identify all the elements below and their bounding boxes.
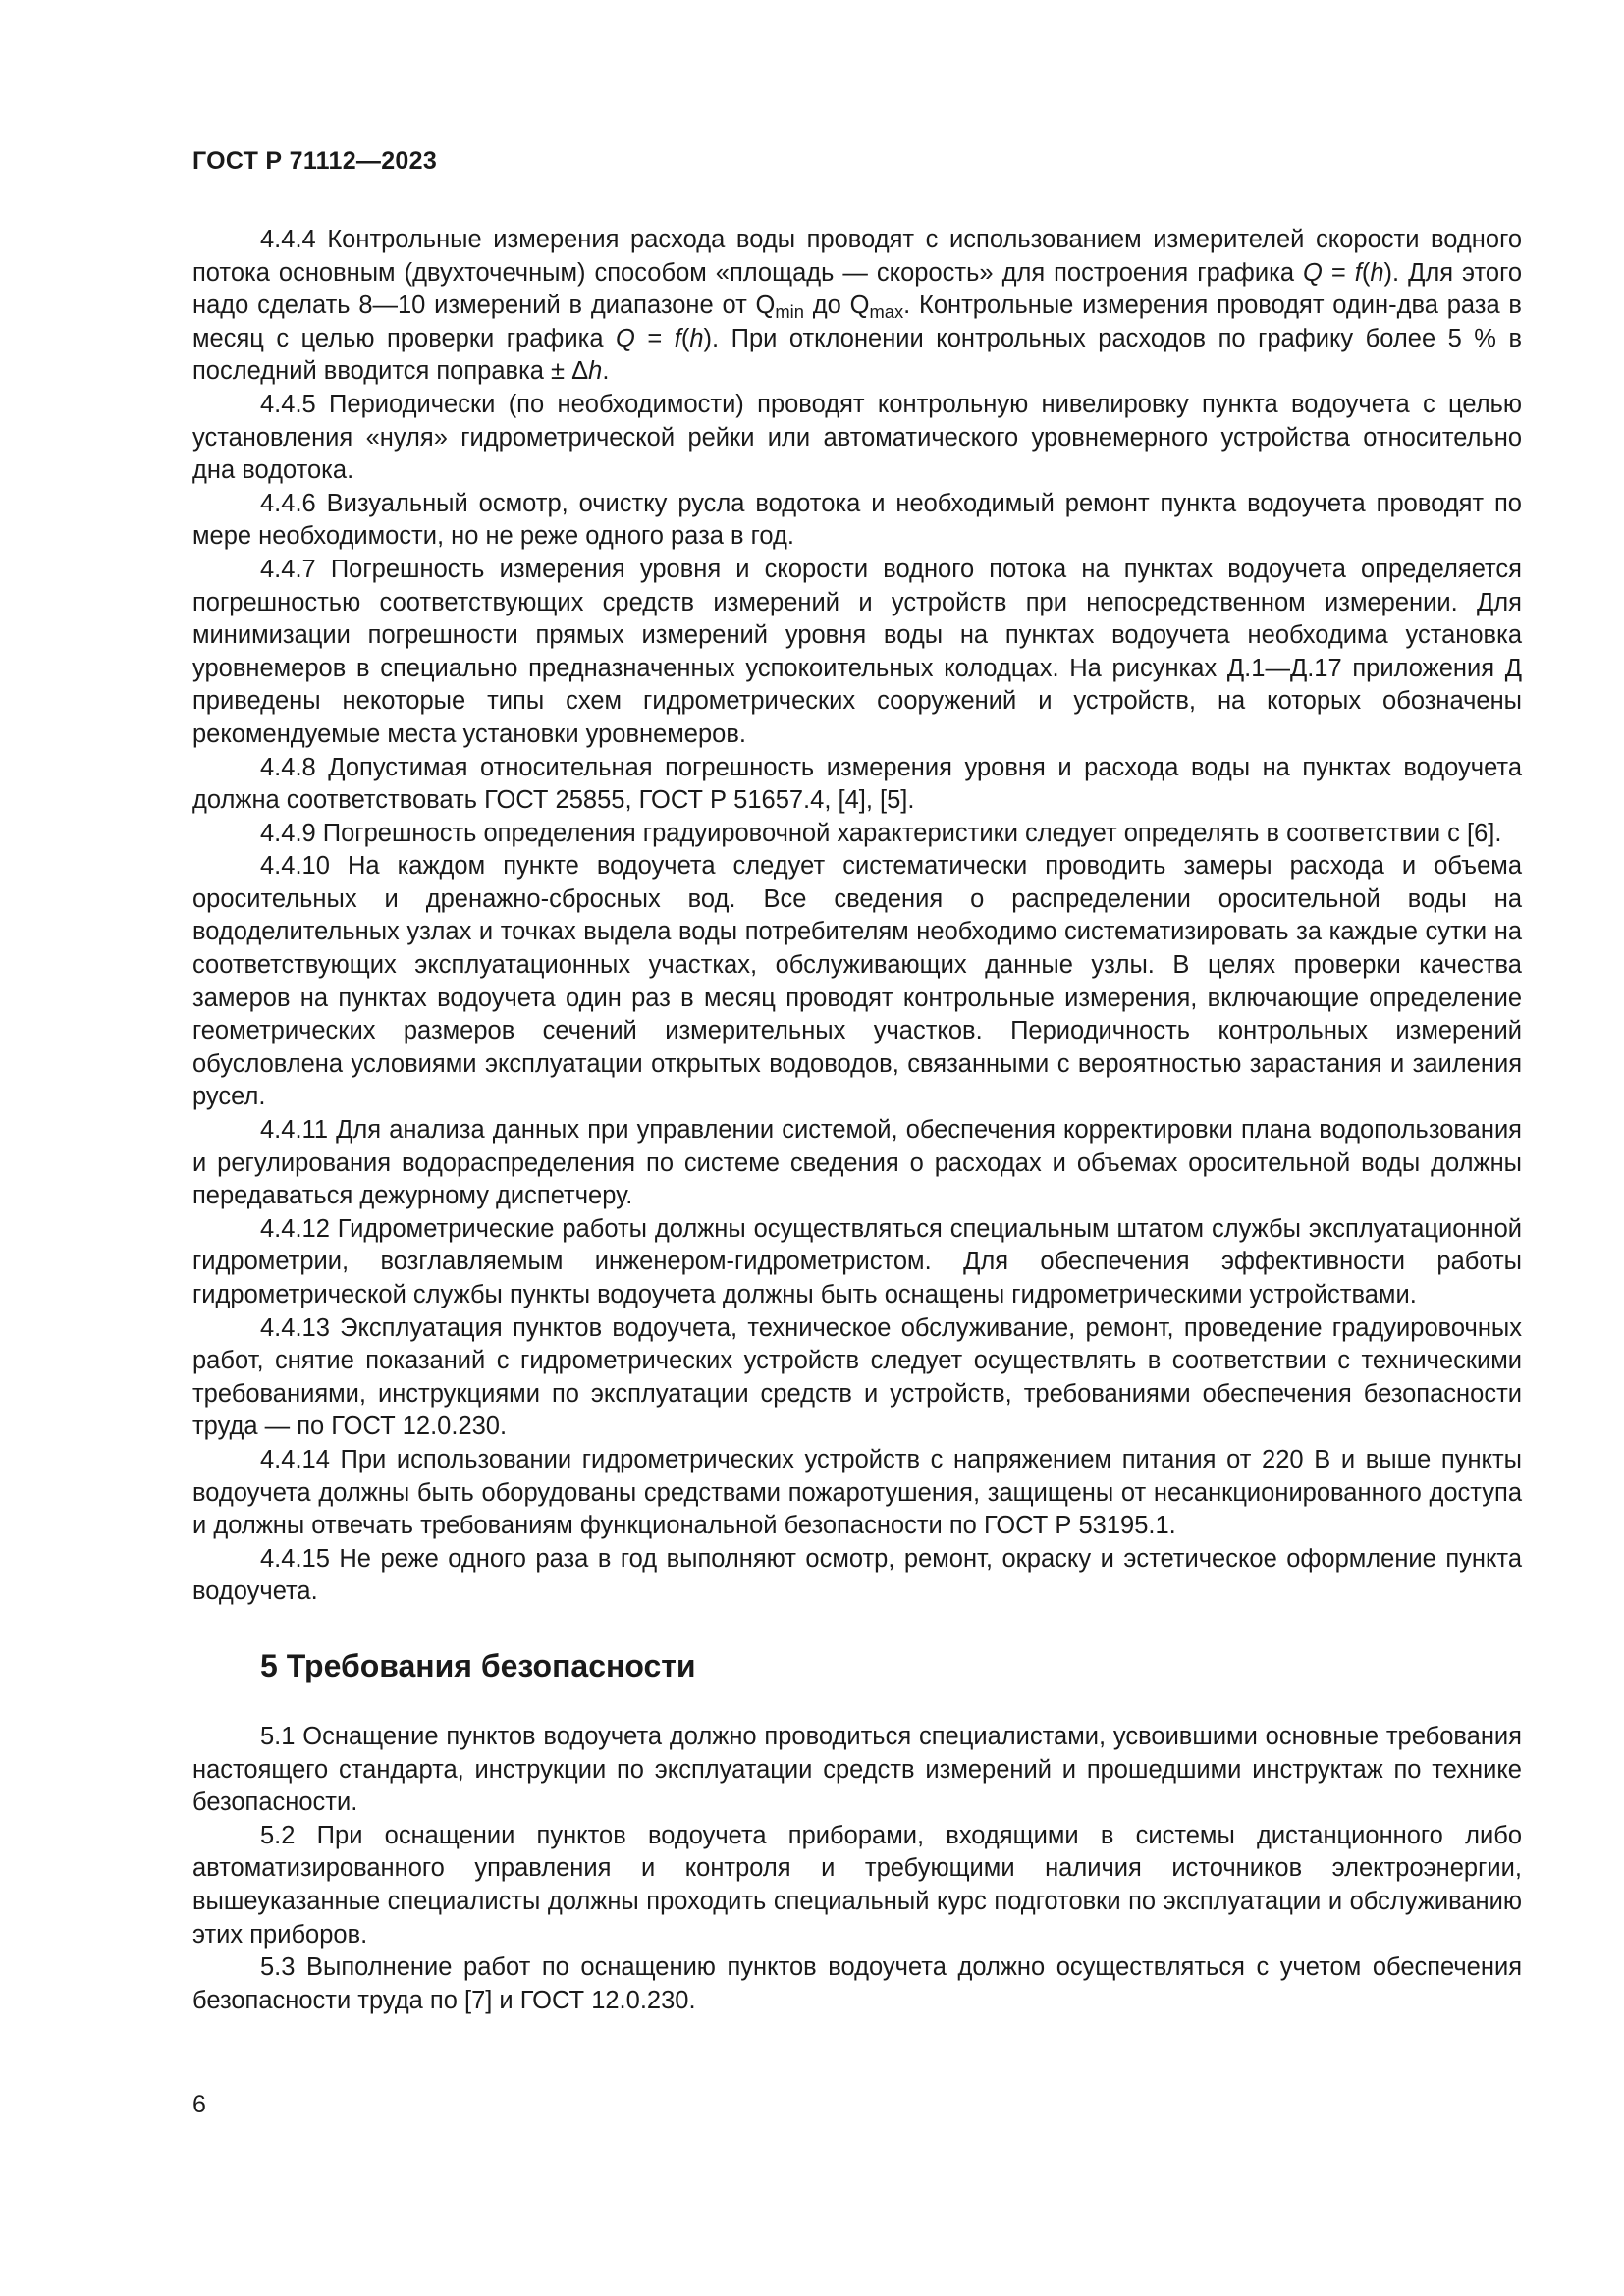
document-body [192, 224, 1522, 2017]
paragraph-4-4-11: 4.4.11 Для анализа данных при управлении системой, обеспечения корректировки плана водопользования и регулирования водораспределения по системе сведения о расходах и объемах оросительной воды должны передаваться дежурному диспетчеру. [192, 1116, 1522, 1210]
paragraph-5-1: 5.1 Оснащение пунктов водоучета должно проводиться специалистами, усвоившими основные требования настоящего стандарта, инструкции по эксплуатации средств измерений и прошедшими инструктаж по технике безопасности. [192, 1722, 1522, 1817]
page-number: 6 [192, 2091, 206, 2118]
paragraph-4-4-6: 4.4.6 Визуальный осмотр, очистку русла водотока и необходимый ремонт пункта водоучета проводят по мере необходимости, но не реже одного раза в год. [192, 489, 1522, 551]
paragraph-4-4-5: 4.4.5 Периодически (по необходимости) проводят контрольную нивелировку пункта водоучета с целью установления «нуля» гидрометрической рейки или автоматического уровнемерного устройства относительно дна водотока. [192, 390, 1522, 485]
paragraph-4-4-13: 4.4.13 Эксплуатация пунктов водоучета, техническое обслуживание, ремонт, проведение градуировочных работ, снятие показаний с гидрометрических устройств следует осуществлять в соответствии с техническими требованиями, инструкциями по эксплуатации средств и устройств, требованиями обеспечения безопасности труда — по ГОСТ 12.0.230. [192, 1313, 1522, 1441]
paragraph-5-2: 5.2 При оснащении пунктов водоучета приборами, входящими в системы дистанционного либо автоматизированного управления и контроля и требующими наличия источников электроэнергии, вышеуказанные специалисты должны проходить специальный курс подготовки по эксплуатации и обслуживанию этих приборов. [192, 1821, 1522, 1949]
document-id-header: ГОСТ Р 71112—2023 [192, 147, 438, 175]
paragraph-4-4-8: 4.4.8 Допустимая относительная погрешность измерения уровня и расхода воды на пунктах водоучета должна соответствовать ГОСТ 25855, ГОСТ Р 51657.4, [4], [5]. [192, 753, 1522, 815]
section-5-heading: 5 Требования безопасности [260, 1647, 696, 1683]
paragraph-5-3: 5.3 Выполнение работ по оснащению пунктов водоучета должно осуществляться с учетом обеспечения безопасности труда по [7] и ГОСТ 12.0.230. [192, 1953, 1522, 2014]
paragraph-4-4-7: 4.4.7 Погрешность измерения уровня и скорости водного потока на пунктах водоучета определяется погрешностью соответствующих средств измерений и устройств при непосредственном измерении. Для минимизации погрешности прямых измерений уровня воды на пунктах водоучета необходима установка уровнемеров в специально предназначенных успокоительных колодцах. На рисунках Д.1—Д.17 приложения Д приведены некоторые типы схем гидрометрических сооружений и устройств, на которых обозначены рекомендуемые места установки уровнемеров. [192, 555, 1522, 748]
paragraph-4-4-9: 4.4.9 Погрешность определения градуировочной характеристики следует определять в соответствии с [6]. [260, 819, 1502, 847]
paragraph-4-4-12: 4.4.12 Гидрометрические работы должны осуществляться специальным штатом службы эксплуатационной гидрометрии, возглавляемым инженером-гидрометристом. Для обеспечения эффективности работы гидрометрической службы пункты водоучета должны быть оснащены гидрометрическими устройствами. [192, 1214, 1522, 1308]
paragraph-4-4-14: 4.4.14 При использовании гидрометрических устройств с напряжением питания от 220 В и выше пункты водоучета должны быть оборудованы средствами пожаротушения, защищены от несанкционированного доступа и должны отвечать требованиям функциональной безопасности по ГОСТ Р 53195.1. [192, 1445, 1522, 1540]
paragraph-4-4-10: 4.4.10 На каждом пункте водоучета следует систематически проводить замеры расхода и объема оросительных и дренажно-сбросных вод. Все сведения о распределении оросительной воды на вододелительных узлах и точках выдела воды потребителям необходимо систематизировать за каждые сутки на соответствующих эксплуатационных участках, обслуживающих данные узлы. В целях проверки качества замеров на пунктах водоучета один раз в месяц проводят контрольные измерения, включающие определение геометрических размеров сечений измерительных участков. Периодичность контрольных измерений обусловлена условиями эксплуатации открытых водоводов, связанными с вероятностью зарастания и заиления русел. [192, 852, 1522, 1111]
paragraph-4-4-15: 4.4.15 Не реже одного раза в год выполняют осмотр, ремонт, окраску и эстетическое оформление пункта водоучета. [192, 1544, 1522, 1606]
paragraph-4-4-4: 4.4.4 Контрольные измерения расхода воды проводят с использованием измерителей скорости водного потока основным (двухточечным) способом «площадь — скорость» для построения графика Q = f(h). Для этого надо сделать 8—10 измерений в диапазоне от $Q_{min}$ до $Q_{max}$. Контрольные измерения проводят один-два раза в месяц с целью проверки графика Q = f(h). При отклонении контрольных расходов по графику более 5 % в последний вводится поправка ± Δh. [192, 226, 1523, 386]
